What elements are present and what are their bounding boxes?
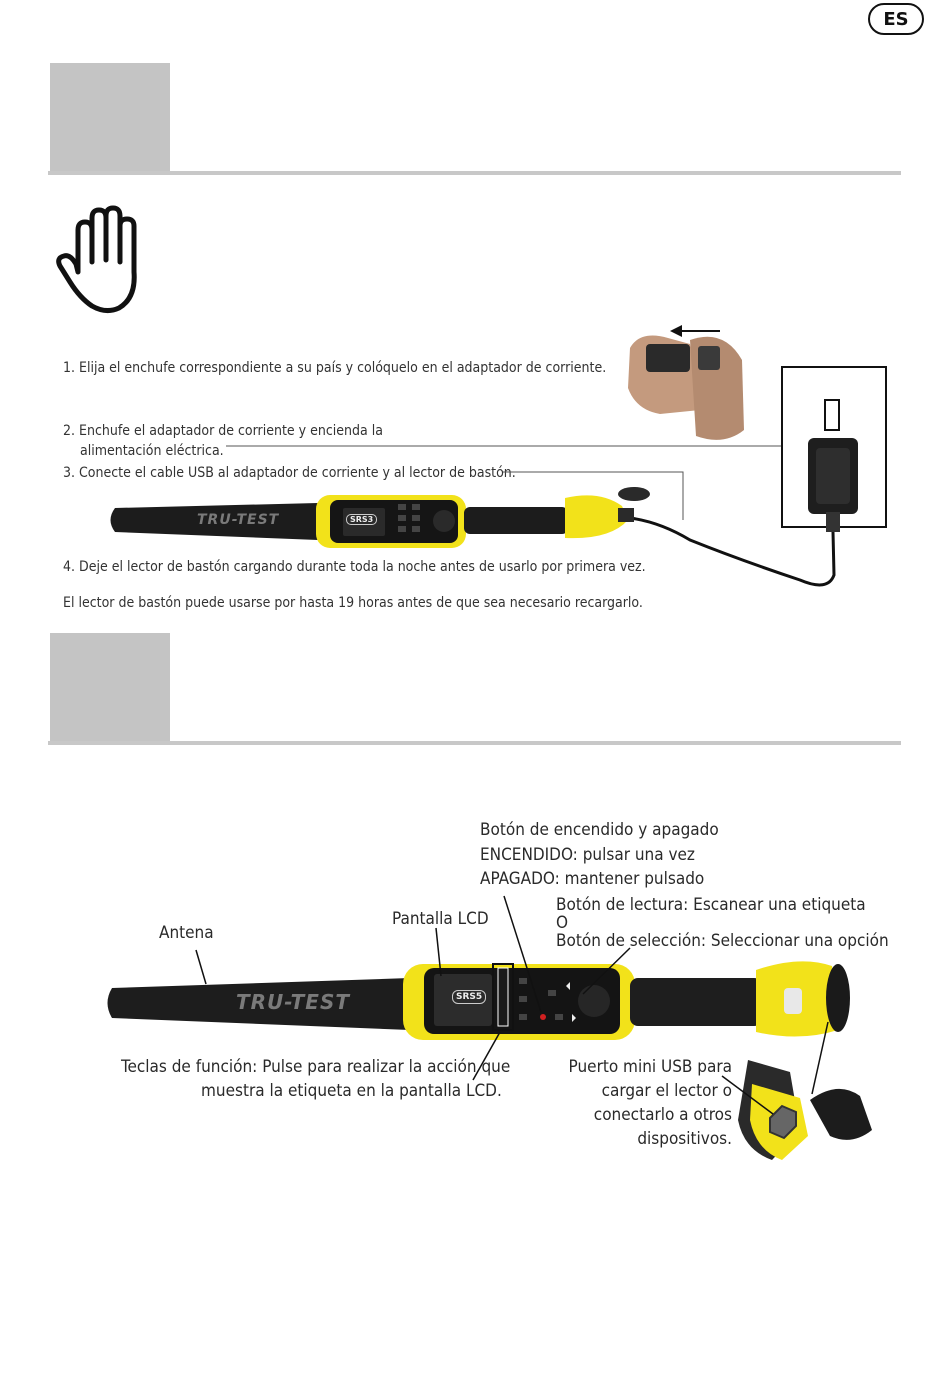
usb-port-closeup [738,1060,872,1160]
label-power-off: APAGADO: mantener pulsado [480,869,705,889]
label-antenna: Antena [159,923,214,943]
label-usb-port: Puerto mini USB para [568,1057,732,1077]
label-usb-connect: conectarlo a otros [593,1105,732,1125]
charging-note: El lector de bastón puede usarse por hasta 19 horas antes de que sea necesario recargarlo. [63,595,643,611]
language-badge: ES [868,3,924,35]
label-usb-charge: cargar el lector o [601,1081,732,1101]
charging-step-4: 4. Deje el lector de bastón cargando durante toda la noche antes de usarlo por primera vez. [63,559,646,575]
charging-step-3: 3. Conecte el cable USB al adaptador de corriente y al lector de bastón. [63,465,516,481]
read-select-button [578,985,610,1017]
brand-logo-charging: TRU-TEST [197,512,280,528]
label-power-button: Botón de encendido y apagado [480,820,719,840]
charging-step-2-cont: alimentación eléctrica. [80,443,224,459]
label-usb-devices: dispositivos. [637,1129,732,1149]
label-read-or: O [556,913,569,933]
label-function-keys: Teclas de función: Pulse para realizar la acción que [121,1057,511,1077]
lcd-model-charging: SRS3 [346,514,377,525]
power-button [540,1014,546,1020]
brand-logo-overview: TRU-TEST [236,990,350,1014]
charging-step-1: 1. Elija el enchufe correspondiente a su país y colóquelo en el adaptador de corriente. [63,360,607,376]
label-read-button: Botón de lectura: Escanear una etiqueta [556,895,866,915]
label-function-keys-cont: muestra la etiqueta en la pantalla LCD. [201,1081,502,1101]
charging-step-2: 2. Enchufe el adaptador de corriente y encienda la [63,423,383,439]
label-select-button: Botón de selección: Seleccionar una opción [556,931,889,951]
label-power-on: ENCENDIDO: pulsar una vez [480,845,695,865]
label-lcd: Pantalla LCD [392,909,489,929]
lcd-model-overview: SRS5 [452,990,486,1004]
